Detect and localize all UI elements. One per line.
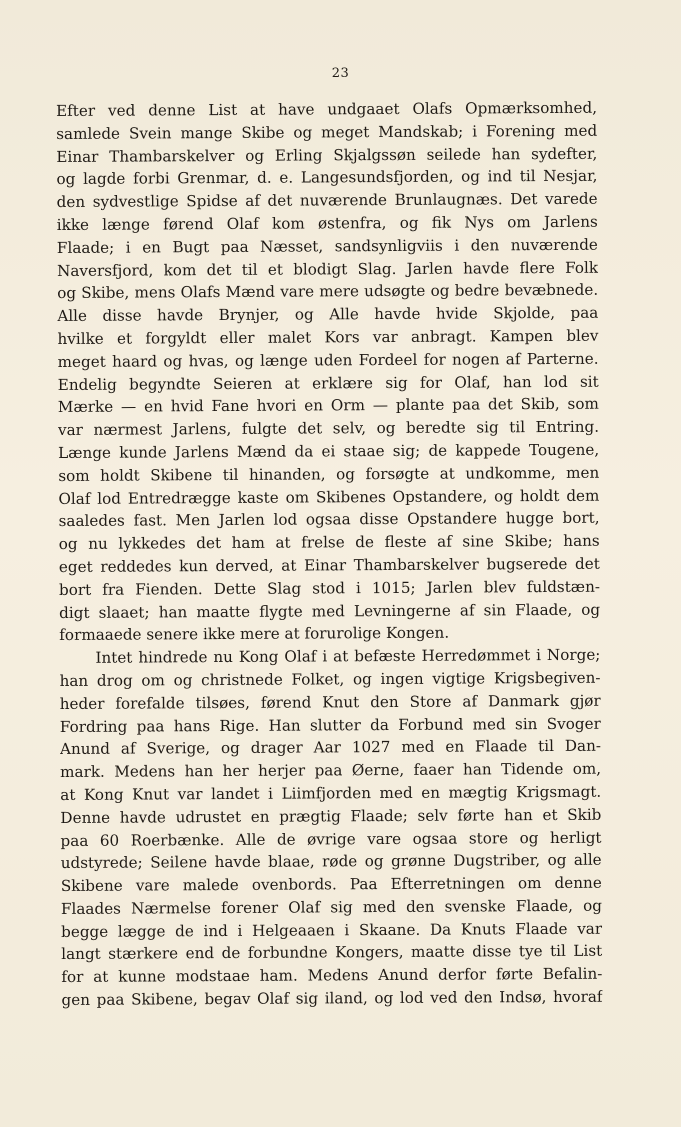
text-line: som holdt Skibene til hinanden, og forsøgte at undkomme, men [58, 463, 600, 485]
text-line: udstyrede; Seilene havde blaae, røde og grønne Dugstriber, og alle [60, 850, 602, 873]
text-line: meget haard og hvas, og længe uden Fordeel for nogen af Parterne. [57, 349, 599, 371]
text-line: samlede Svein mange Skibe og meget Mandskab; i Forening med [56, 121, 598, 143]
text-line: Længe kunde Jarlens Mænd da ei staae sig; de kappede Tougene, [58, 440, 600, 462]
text-line: Intet hindrede nu Kong Olaf i at befæste Herredømmet i Norge; [95, 645, 601, 667]
text-line: Einar Thambarskelver og Erling Skjalgssøn seilede han sydefter, [56, 144, 598, 166]
text-line: Efter ved denne List at have undgaaet Olafs Opmærksomhed, [56, 98, 598, 120]
text-line: Endelig begyndte Seieren at erklære sig for Olaf, han lod sit [57, 372, 599, 394]
text-line: Flaade; i en Bugt paa Næsset, sandsynligviis i den nuværende [56, 235, 598, 257]
body-text [56, 97, 603, 1012]
page-number: 23 [331, 66, 350, 81]
text-line: bort fra Fienden. Dette Slag stod i 1015; Jarlen blev fuldstæn- [58, 577, 601, 599]
text-line: saaledes fast. Men Jarlen lod ogsaa disse Opstandere hugge bort, [58, 509, 600, 531]
text-line: var nærmest Jarlens, fulgte det selv, og beredte sig til Entring. [57, 417, 600, 440]
text-line: digt slaaet; han maatte flygte med Levningerne af sin Flaade, og [59, 600, 601, 622]
text-line: ikke længe førend Olaf kom østenfra, og fik Nys om Jarlens [56, 212, 598, 234]
text-line: Naversfjord, kom det til et blodigt Slag. Jarlen havde flere Folk [56, 258, 599, 280]
text-line: mark. Medens han her herjer paa Øerne, faaer han Tidende om, [60, 759, 602, 782]
text-line: gen paa Skibene, begav Olaf sig iland, og lod ved den Indsø, hvoraf [61, 987, 603, 1010]
text-line: Denne havde udrustet en prægtig Flaade; selv førte han et Skib [60, 805, 602, 827]
text-line: Skibene vare malede ovenbords. Paa Efterretningen om denne [60, 873, 602, 896]
text-line: og lagde forbi Grenmar, d. e. Langesundsfjorden, og ind til Nesjar, [56, 167, 598, 189]
text-line: Fordring paa hans Rige. Han slutter da Forbund med sin Svoger [59, 714, 601, 736]
text-line: han drog om og christnede Folket, og ingen vigtige Krigsbegiven- [59, 668, 601, 690]
text-line: Alle disse havde Brynjer, og Alle havde hvide Skjolde, paa [57, 303, 599, 326]
text-line: Anund af Sverige, og drager Aar 1027 med en Flaade til Dan- [59, 736, 602, 759]
text-line: den sydvestlige Spidse af det nuværende Brunlaugnæs. Det varede [56, 189, 598, 212]
text-line: formaaede senere ikke mere at forurolige Kongen. [59, 623, 450, 645]
text-line: og Skibe, mens Olafs Mænd vare mere udsøgte og bedre bevæbnede. [57, 281, 599, 303]
text-line: for at kunne modstaae ham. Medens Anund derfor førte Befalin- [61, 964, 603, 987]
text-line: heder forefalde tilsøes, førend Knut den Store af Danmark gjør [59, 691, 601, 713]
text-line: Flaades Nærmelse forener Olaf sig med den svenske Flaade, og [60, 896, 602, 918]
text-line: eget reddedes kun derved, at Einar Thambarskelver bugserede det [58, 554, 600, 576]
text-line: Mærke — en hvid Fane hvori en Orm — plante paa det Skib, som [57, 395, 599, 417]
text-line: hvilke et forgyldt eller malet Kors var anbragt. Kampen blev [57, 326, 599, 348]
text-line: og nu lykkedes det ham at frelse de fleste af sine Skibe; hans [58, 531, 600, 554]
text-line: at Kong Knut var landet i Liimfjorden med en mægtig Krigsmagt. [60, 782, 602, 804]
text-line: begge lægge de ind i Helgeaaen i Skaane. Da Knuts Flaade var [61, 919, 603, 941]
text-line: Olaf lod Entredrægge kaste om Skibenes Opstandere, og holdt dem [58, 486, 600, 508]
text-line: langt stærkere end de forbundne Kongers, maatte disse tye til List [61, 942, 603, 964]
text-line: paa 60 Roerbænke. Alle de øvrige vare ogsaa store og herligt [60, 828, 602, 850]
